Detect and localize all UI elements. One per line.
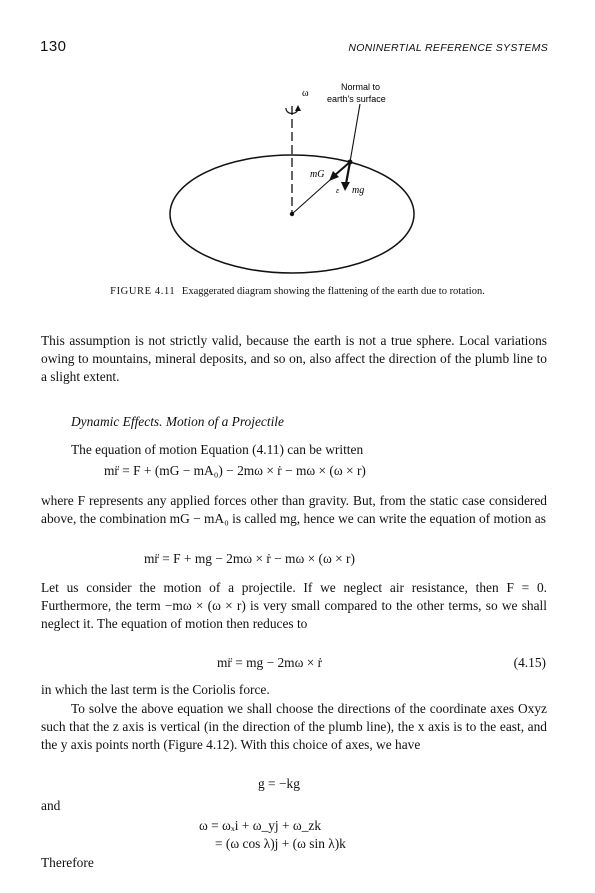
earth-flattening-diagram: [140, 78, 460, 283]
and-word: and: [41, 798, 61, 813]
paragraph-1: This assumption is not strictly valid, because the earth is not a true sphere. Local variations owing to mountains, mineral deposits, and so on, also affect the direction of the plumb line to a slight extent.: [41, 333, 547, 385]
caption-label: FIGURE 4.11: [110, 286, 176, 297]
rotation-arrowhead-icon: [295, 105, 301, 111]
paragraph-3: where F represents any applied forces other than gravity. But, from the static case considered above, the combination mG − mA₀ is called mg, hence we can write the equation of motion as: [41, 493, 547, 527]
paragraph-4: Let us consider the motion of a projectile. If we neglect air resistance, then F = 0. Furthermore, the term −mω × (ω × r) is very small compared to the other terms, so we shall neglect it. The equation of motion then reduces to: [41, 580, 547, 632]
mg-label: mg: [352, 185, 365, 196]
paragraph-2: The equation of motion Equation (4.11) can be written: [71, 442, 364, 457]
equation-5-line-1: ω = ωₓi + ω_yj + ω_zk: [199, 818, 322, 833]
equation-1: mr̈ = F + (mG − mA₀) − 2mω × ṙ − mω × (ω × r): [104, 463, 366, 478]
mg-arrowhead-icon: [341, 182, 350, 191]
paragraph-5: in which the last term is the Coriolis force.: [41, 682, 270, 697]
caption-text: Exaggerated diagram showing the flattening of the earth due to rotation.: [181, 286, 485, 297]
paragraph-6: To solve the above equation we shall choose the directions of the coordinate axes Oxyz such that the z axis is vertical (in the direction of the plumb line), the x axis is to the east, and the y axis points north (Figure 4.12). With this choice of axes, we have: [41, 701, 547, 753]
normal-label-line1: Normal to: [341, 82, 381, 92]
section-heading: Dynamic Effects. Motion of a Projectile: [71, 414, 284, 429]
normal-line: [350, 104, 360, 162]
equation-3: mr̈ = mg − 2mω × ṙ: [217, 655, 323, 670]
page-number: 130: [40, 38, 67, 55]
equation-4: g = −kg: [258, 776, 300, 791]
epsilon-label: ε: [336, 186, 340, 195]
figure-caption: [70, 285, 525, 299]
equation-5-line-2: = (ω cos λ)j + (ω sin λ)k: [215, 836, 346, 851]
equation-2: mr̈ = F + mg − 2mω × ṙ − mω × (ω × r): [144, 551, 355, 566]
mG-label: mG: [310, 169, 325, 180]
therefore-word: Therefore: [41, 855, 94, 870]
equation-3-number: (4.15): [513, 655, 546, 670]
running-title: NONINERTIAL REFERENCE SYSTEMS: [348, 42, 548, 54]
omega-label: ω: [302, 88, 309, 99]
normal-label-line2: earth's surface: [327, 94, 386, 104]
